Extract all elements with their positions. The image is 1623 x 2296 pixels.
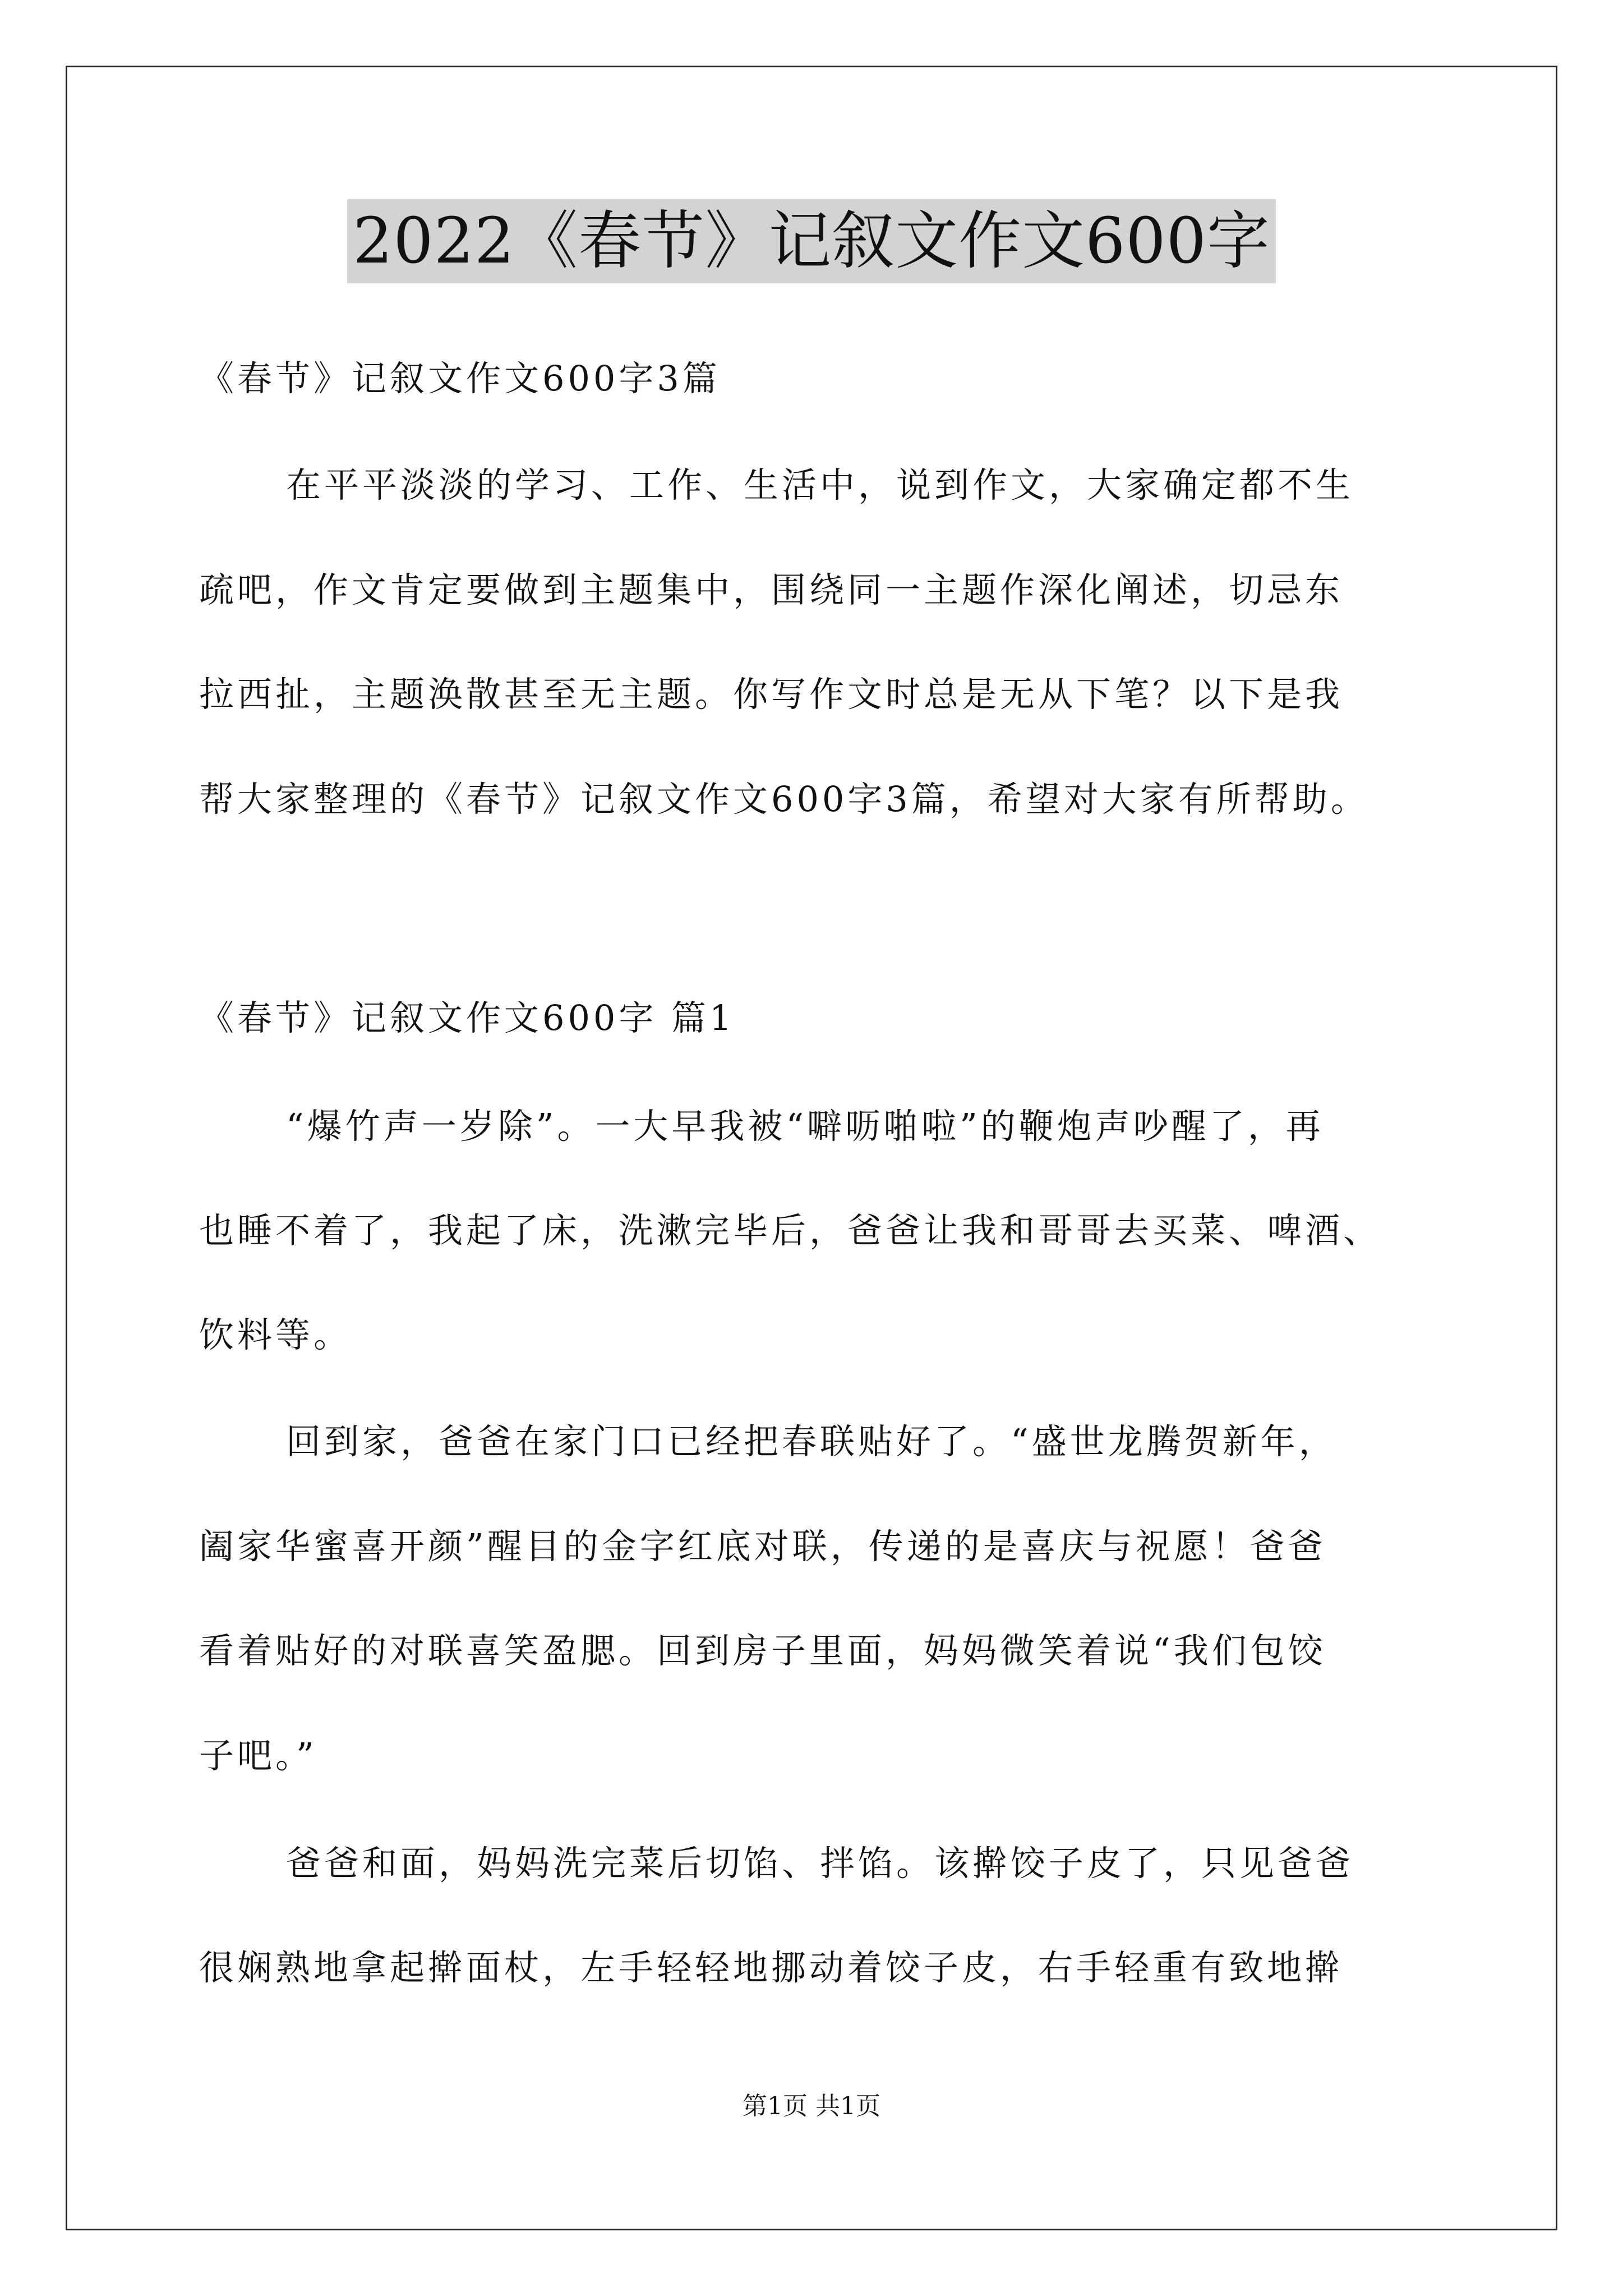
intro-line-4: 帮大家整理的《春节》记叙文作文600字3篇，希望对大家有所帮助。 xyxy=(199,779,1369,820)
paragraph1-line-2: 也睡不着了，我起了床，洗漱完毕后，爸爸让我和哥哥去买菜、啤酒、 xyxy=(199,1210,1382,1251)
paragraph2-line-1: 回到家，爸爸在家门口已经把春联贴好了。“盛世龙腾贺新年， xyxy=(286,1421,1337,1462)
intro-line-1: 在平平淡淡的学习、工作、生活中，说到作文，大家确定都不生 xyxy=(286,464,1354,505)
title-container xyxy=(0,199,1623,283)
paragraph3-line-1: 爸爸和面，妈妈洗完菜后切馅、拌馅。该擀饺子皮了，只见爸爸 xyxy=(286,1843,1354,1884)
paragraph2-line-3: 看着贴好的对联喜笑盈腮。回到房子里面，妈妈微笑着说“我们包饺 xyxy=(199,1630,1326,1671)
document-title: 2022《春节》记叙文作文600字 xyxy=(347,199,1276,283)
page-footer: 第1页 共1页 xyxy=(743,2092,880,2120)
paragraph1-line-1: “爆竹声一岁除”。一大早我被“噼呖啪啦”的鞭炮声吵醒了，再 xyxy=(286,1106,1324,1147)
paragraph3-line-2: 很娴熟地拿起擀面杖，左手轻轻地挪动着饺子皮，右手轻重有致地擀 xyxy=(199,1947,1344,1988)
paragraph1-line-3: 饮料等。 xyxy=(199,1314,352,1355)
document-subtitle: 《春节》记叙文作文600字3篇 xyxy=(199,358,721,399)
intro-line-2: 疏吧，作文肯定要做到主题集中，围绕同一主题作深化阐述，切忌东 xyxy=(199,569,1344,610)
section-heading: 《春节》记叙文作文600字 篇1 xyxy=(199,997,735,1038)
paragraph2-line-2: 阖家华蜜喜开颜”醒目的金字红底对联，传递的是喜庆与祝愿！爸爸 xyxy=(199,1526,1326,1567)
intro-line-3: 拉西扯，主题涣散甚至无主题。你写作文时总是无从下笔？以下是我 xyxy=(199,674,1344,715)
paragraph2-line-4: 子吧。” xyxy=(199,1735,317,1776)
